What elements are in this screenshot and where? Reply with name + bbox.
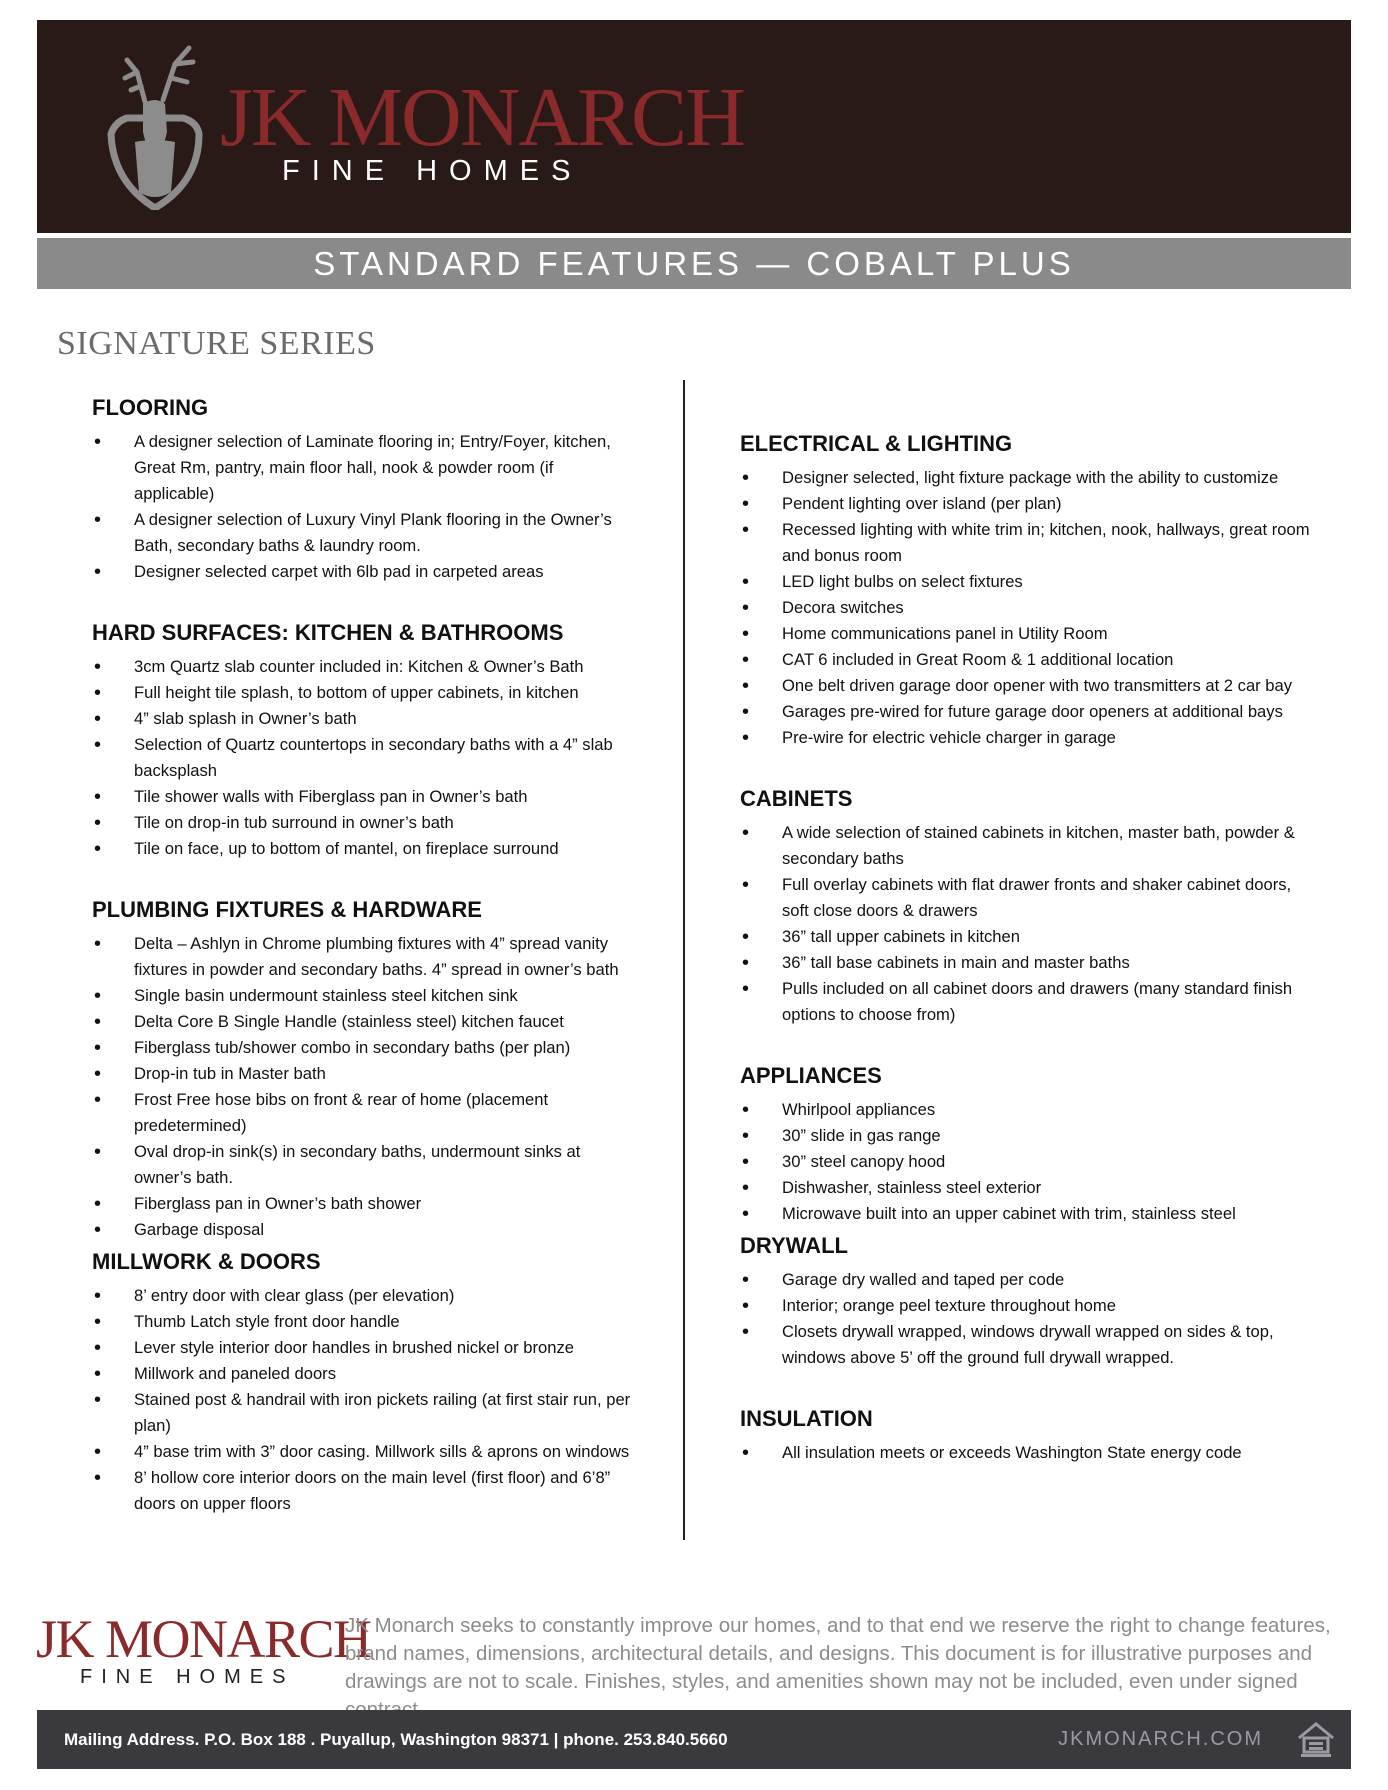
- list-item: • Single basin undermount stainless steel kitchen sink: [92, 983, 632, 1009]
- section-insulation: [740, 1404, 1320, 1466]
- feature-list: [92, 429, 632, 585]
- feature-list: [740, 1097, 1320, 1227]
- list-item: • Interior; orange peel texture throughout home: [740, 1293, 1320, 1319]
- section-drywall: [740, 1231, 1320, 1371]
- section-title: INSULATION: [740, 1406, 873, 1431]
- list-item: • Stained post & handrail with iron pickets railing (at first stair run, per plan): [92, 1387, 632, 1439]
- header-banner: [37, 20, 1351, 233]
- list-item: • Selection of Quartz countertops in secondary baths with a 4” slab backsplash: [92, 732, 632, 784]
- list-item: • LED light bulbs on select fixtures: [740, 569, 1320, 595]
- section-title: DRYWALL: [740, 1233, 848, 1258]
- list-item: • Decora switches: [740, 595, 1320, 621]
- list-item: • 36” tall base cabinets in main and master baths: [740, 950, 1320, 976]
- equal-housing-opportunity-icon: [1295, 1720, 1337, 1760]
- list-item: • Fiberglass tub/shower combo in secondary baths (per plan): [92, 1035, 632, 1061]
- section-title: MILLWORK & DOORS: [92, 1249, 321, 1274]
- list-item: • Pendent lighting over island (per plan): [740, 491, 1320, 517]
- section-flooring: [92, 393, 632, 585]
- list-item: • Microwave built into an upper cabinet with trim, stainless steel: [740, 1201, 1320, 1227]
- list-item: • A designer selection of Laminate flooring in; Entry/Foyer, kitchen, Great Rm, pantry, main floor hall, nook & powder room (if applicable): [92, 429, 632, 507]
- list-item: • A designer selection of Luxury Vinyl Plank flooring in the Owner’s Bath, secondary baths & laundry room.: [92, 507, 632, 559]
- section-electrical: [740, 429, 1320, 751]
- section-title: FLOORING: [92, 395, 209, 420]
- feature-list: [740, 1267, 1320, 1371]
- series-title: SIGNATURE SERIES: [57, 325, 376, 362]
- feature-list: [740, 1440, 1320, 1466]
- list-item: • Tile on face, up to bottom of mantel, on fireplace surround: [92, 836, 632, 862]
- footer-bar: [37, 1710, 1351, 1769]
- list-item: • 30” steel canopy hood: [740, 1149, 1320, 1175]
- list-item: • Frost Free hose bibs on front & rear of home (placement predetermined): [92, 1087, 632, 1139]
- list-item: • Designer selected, light fixture package with the ability to customize: [740, 465, 1320, 491]
- section-title: HARD SURFACES: KITCHEN & BATHROOMS: [92, 620, 564, 645]
- feature-list: [92, 1283, 632, 1517]
- list-item: • Home communications panel in Utility Room: [740, 621, 1320, 647]
- list-item: • CAT 6 included in Great Room & 1 additional location: [740, 647, 1320, 673]
- list-item: • 3cm Quartz slab counter included in: Kitchen & Owner’s Bath: [92, 654, 632, 680]
- list-item: • A wide selection of stained cabinets in kitchen, master bath, powder & secondary baths: [740, 820, 1320, 872]
- list-item: • Pre-wire for electric vehicle charger in garage: [740, 725, 1320, 751]
- list-item: • 30” slide in gas range: [740, 1123, 1320, 1149]
- section-plumbing: [92, 895, 632, 1243]
- section-hard-surfaces: [92, 618, 632, 862]
- list-item: • Delta Core B Single Handle (stainless steel) kitchen faucet: [92, 1009, 632, 1035]
- section-millwork: [92, 1247, 632, 1517]
- list-item: • Whirlpool appliances: [740, 1097, 1320, 1123]
- list-item: • 4” base trim with 3” door casing. Millwork sills & aprons on windows: [92, 1439, 632, 1465]
- section-title: PLUMBING FIXTURES & HARDWARE: [92, 897, 482, 922]
- feature-list: [740, 820, 1320, 1028]
- list-item: • Dishwasher, stainless steel exterior: [740, 1175, 1320, 1201]
- list-item: • Tile on drop-in tub surround in owner’s bath: [92, 810, 632, 836]
- list-item: • 8’ entry door with clear glass (per elevation): [92, 1283, 632, 1309]
- list-item: • Closets drywall wrapped, windows drywall wrapped on sides & top, windows above 5’ off the ground full drywall wrapped.: [740, 1319, 1320, 1371]
- list-item: • All insulation meets or exceeds Washington State energy code: [740, 1440, 1320, 1466]
- list-item: • Recessed lighting with white trim in; kitchen, nook, hallways, great room and bonus room: [740, 517, 1320, 569]
- list-item: • Drop-in tub in Master bath: [92, 1061, 632, 1087]
- footer-brand-tagline: FINE HOMES: [80, 1666, 295, 1688]
- list-item: • 4” slab splash in Owner’s bath: [92, 706, 632, 732]
- list-item: • Millwork and paneled doors: [92, 1361, 632, 1387]
- list-item: • Tile shower walls with Fiberglass pan in Owner’s bath: [92, 784, 632, 810]
- brand-logotype: JK MONARCH: [220, 71, 744, 164]
- list-item: • Lever style interior door handles in brushed nickel or bronze: [92, 1335, 632, 1361]
- list-item: • One belt driven garage door opener with two transmitters at 2 car bay: [740, 673, 1320, 699]
- website-link[interactable]: JKMONARCH.COM: [1058, 1728, 1263, 1750]
- list-item: • Designer selected carpet with 6lb pad in carpeted areas: [92, 559, 632, 585]
- list-item: • Oval drop-in sink(s) in secondary baths, undermount sinks at owner’s bath.: [92, 1139, 632, 1191]
- left-column: [92, 393, 632, 1517]
- right-column: [740, 429, 1320, 1466]
- list-item: • Thumb Latch style front door handle: [92, 1309, 632, 1335]
- document-title-band: STANDARD FEATURES — COBALT PLUS: [37, 238, 1351, 289]
- section-title: CABINETS: [740, 786, 853, 811]
- column-divider: [683, 380, 685, 1540]
- feature-list: [92, 931, 632, 1243]
- section-title: ELECTRICAL & LIGHTING: [740, 431, 1013, 456]
- footer-brand-logotype: JK MONARCH: [36, 1609, 371, 1669]
- list-item: • 36” tall upper cabinets in kitchen: [740, 924, 1320, 950]
- stag-crest-icon: [105, 42, 205, 210]
- disclaimer-text: JK Monarch seeks to constantly improve our homes, and to that end we reserve the right to change features, brand names, dimensions, architectural details, and designs. This document is for illustrative purposes and drawings are not to scale. Finishes, styles, and amenities shown may not be included, even under signed: [345, 1614, 1331, 1693]
- feature-list: [740, 465, 1320, 751]
- contact-info: Mailing Address. P.O. Box 188 . Puyallup, Washington 98371 | phone. 253.840.5660: [64, 1730, 728, 1749]
- feature-list: [92, 654, 632, 862]
- list-item: • 8’ hollow core interior doors on the main level (first floor) and 6’8” doors on upper floors: [92, 1465, 632, 1517]
- list-item: • Garbage disposal: [92, 1217, 632, 1243]
- list-item: • Garages pre-wired for future garage door openers at additional bays: [740, 699, 1320, 725]
- list-item: • Fiberglass pan in Owner’s bath shower: [92, 1191, 632, 1217]
- section-title: APPLIANCES: [740, 1063, 882, 1088]
- section-cabinets: [740, 784, 1320, 1028]
- list-item: • Pulls included on all cabinet doors and drawers (many standard finish options to choose from): [740, 976, 1320, 1028]
- list-item: • Full height tile splash, to bottom of upper cabinets, in kitchen: [92, 680, 632, 706]
- list-item: • Full overlay cabinets with flat drawer fronts and shaker cabinet doors, soft close doors & drawers: [740, 872, 1320, 924]
- list-item: • Delta – Ashlyn in Chrome plumbing fixtures with 4” spread vanity fixtures in powder and secondary baths. 4” spread in owner’s bath: [92, 931, 632, 983]
- brand-tagline: FINE HOMES: [282, 155, 583, 187]
- list-item: • Garage dry walled and taped per code: [740, 1267, 1320, 1293]
- section-appliances: [740, 1061, 1320, 1227]
